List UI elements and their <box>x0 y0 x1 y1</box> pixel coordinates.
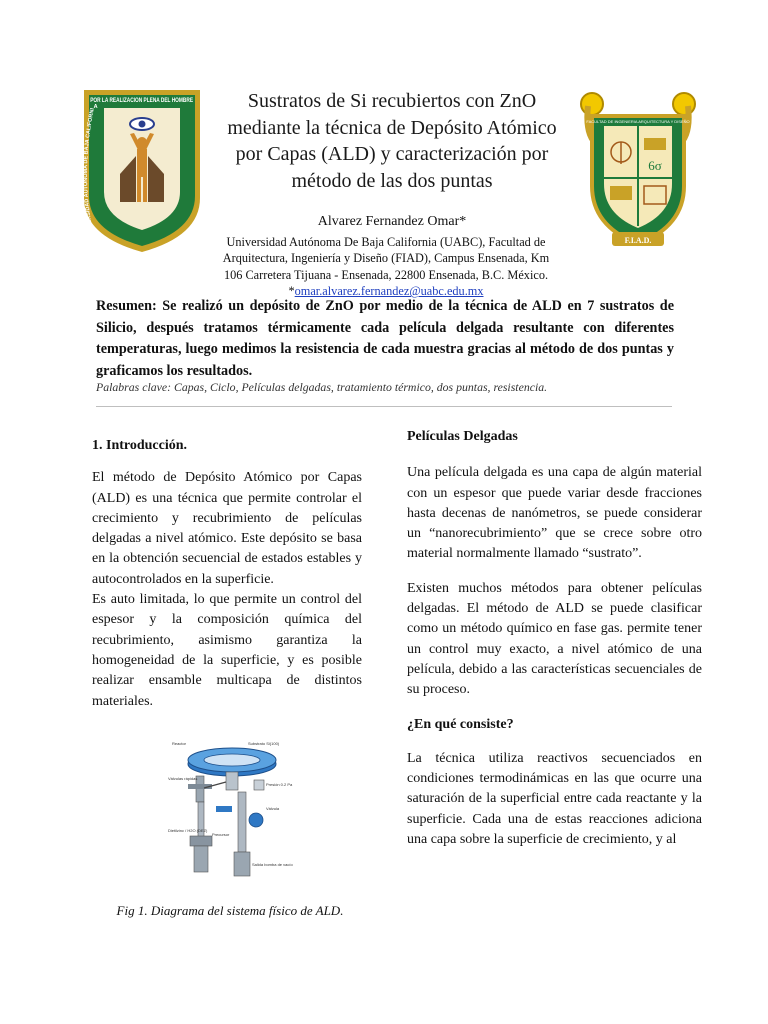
paper-title: Sustratos de Si recubiertos con ZnO mediante la técnica de Depósito Atómico por Capas (ALD) y caracterización por método de las dos puntas <box>227 90 557 192</box>
peliculas-paragraph-2: Existen muchos métodos para obtener películas delgadas. El método de ALD se puede clasificar como un método químico en fase gas. permite tener un control muy exacto, a nivel atómico de una película, debido a las características secuenciales de su proceso. <box>407 580 702 698</box>
figure-label-gauge: Presión 0.2 Pa <box>266 782 293 787</box>
uabc-logo <box>80 86 204 254</box>
figure-caption: Fig 1. Diagrama del sistema físico de ALD. <box>116 903 344 918</box>
section-heading-introduction: 1. Introducción. <box>92 438 188 453</box>
intro-paragraph-2: Es auto limitada, lo que permite un control del espesor y la composición química del recubrimiento, asimismo garantiza la homogeneidad de la superficie, y es posible realizar ensamble multicapa de distintos materiales. <box>92 592 362 709</box>
section-divider <box>96 406 672 407</box>
email-asterisk: * <box>288 284 295 299</box>
section-heading-peliculas: Películas Delgadas <box>407 429 518 444</box>
fiad-logo <box>578 86 698 254</box>
fiad-logo-label: F.I.A.D. <box>624 236 652 245</box>
affiliation-line: 106 Carretera Tijuana - Ensenada, 22800 Ensenada, B.C. México. <box>223 267 549 282</box>
intro-paragraph-1: El método de Depósito Atómico por Capas (ALD) es una técnica que permite controlar el crecimiento y recubrimiento de películas delgadas a nivel atómico. Este depósito se basa en la obtención secuencial de estados estables y autocontrolados en la superficie. <box>92 470 362 587</box>
figure-label-reagents: Dietilzinc / H2O (DEZ) <box>168 828 208 833</box>
figure-label-precursor: Precursor <box>212 832 230 837</box>
figure-label-outlet: Salida bomba de vacío <box>252 862 293 867</box>
figure-label-reactor: Reactor <box>172 741 187 746</box>
uabc-logo-name: UNIVERSIDAD AUTONOMA DE BAJA CALIFORNIA <box>82 104 98 237</box>
left-column <box>92 436 362 712</box>
section-heading-consiste: ¿En qué consiste? <box>407 716 514 732</box>
figure-label-valves: Válvulas rápidas <box>168 776 198 781</box>
author-affiliation <box>200 234 572 300</box>
affiliation-line: Arquitectura, Ingeniería y Diseño (FIAD), Campus Ensenada, Km <box>222 251 550 266</box>
ald-system-figure <box>168 740 298 886</box>
figure-label-valve: Válvula <box>266 806 280 811</box>
uabc-logo-motto: POR LA REALIZACION PLENA DEL HOMBRE <box>90 97 194 105</box>
fiad-logo-name: FACULTAD DE INGENIERIA ARQUITECTURA Y DISEÑO <box>586 119 690 124</box>
abstract: Resumen: Se realizó un depósito de ZnO por medio de la técnica de ALD en 7 sustratos de Silicio, después tratamos térmicamente cada película delgada resultante con diferentes temperaturas, luego medimos la resistencia de cada muestra gracias al método de dos puntas y graficamos los resultados. <box>96 298 674 379</box>
affiliation-line: Universidad Autónoma De Baja California (UABC), Facultad de <box>226 235 546 249</box>
author-email-link[interactable]: omar.alvarez.fernandez@uabc.edu.mx <box>294 284 484 299</box>
peliculas-paragraph-1: Una película delgada es una capa de algún material con un espesor que puede variar desde fracciones hasta decenas de nanómetros, se puede considerar un “nanorecubrimiento” que se crece sobre otro material normalmente llamado “sustrato”. <box>407 465 702 562</box>
right-column <box>407 427 702 850</box>
keywords: Palabras clave: Capas, Ciclo, Películas delgadas, tratamiento térmico, dos puntas, resistencia. <box>96 380 548 394</box>
figure-label-substrate: Substrato Si(100) <box>248 741 280 746</box>
svg-text:6σ: 6σ <box>648 158 662 173</box>
consiste-paragraph: La técnica utiliza reactivos secuenciados en condiciones termodinámicas en las que ocurre una saturación de la superficial entre cada reactante y la superficie. Cada una de estas reacciones adiciona una capa sobre la superficie de crecimiento, y al <box>407 750 702 848</box>
author-name: Alvarez Fernandez Omar* <box>317 214 467 229</box>
